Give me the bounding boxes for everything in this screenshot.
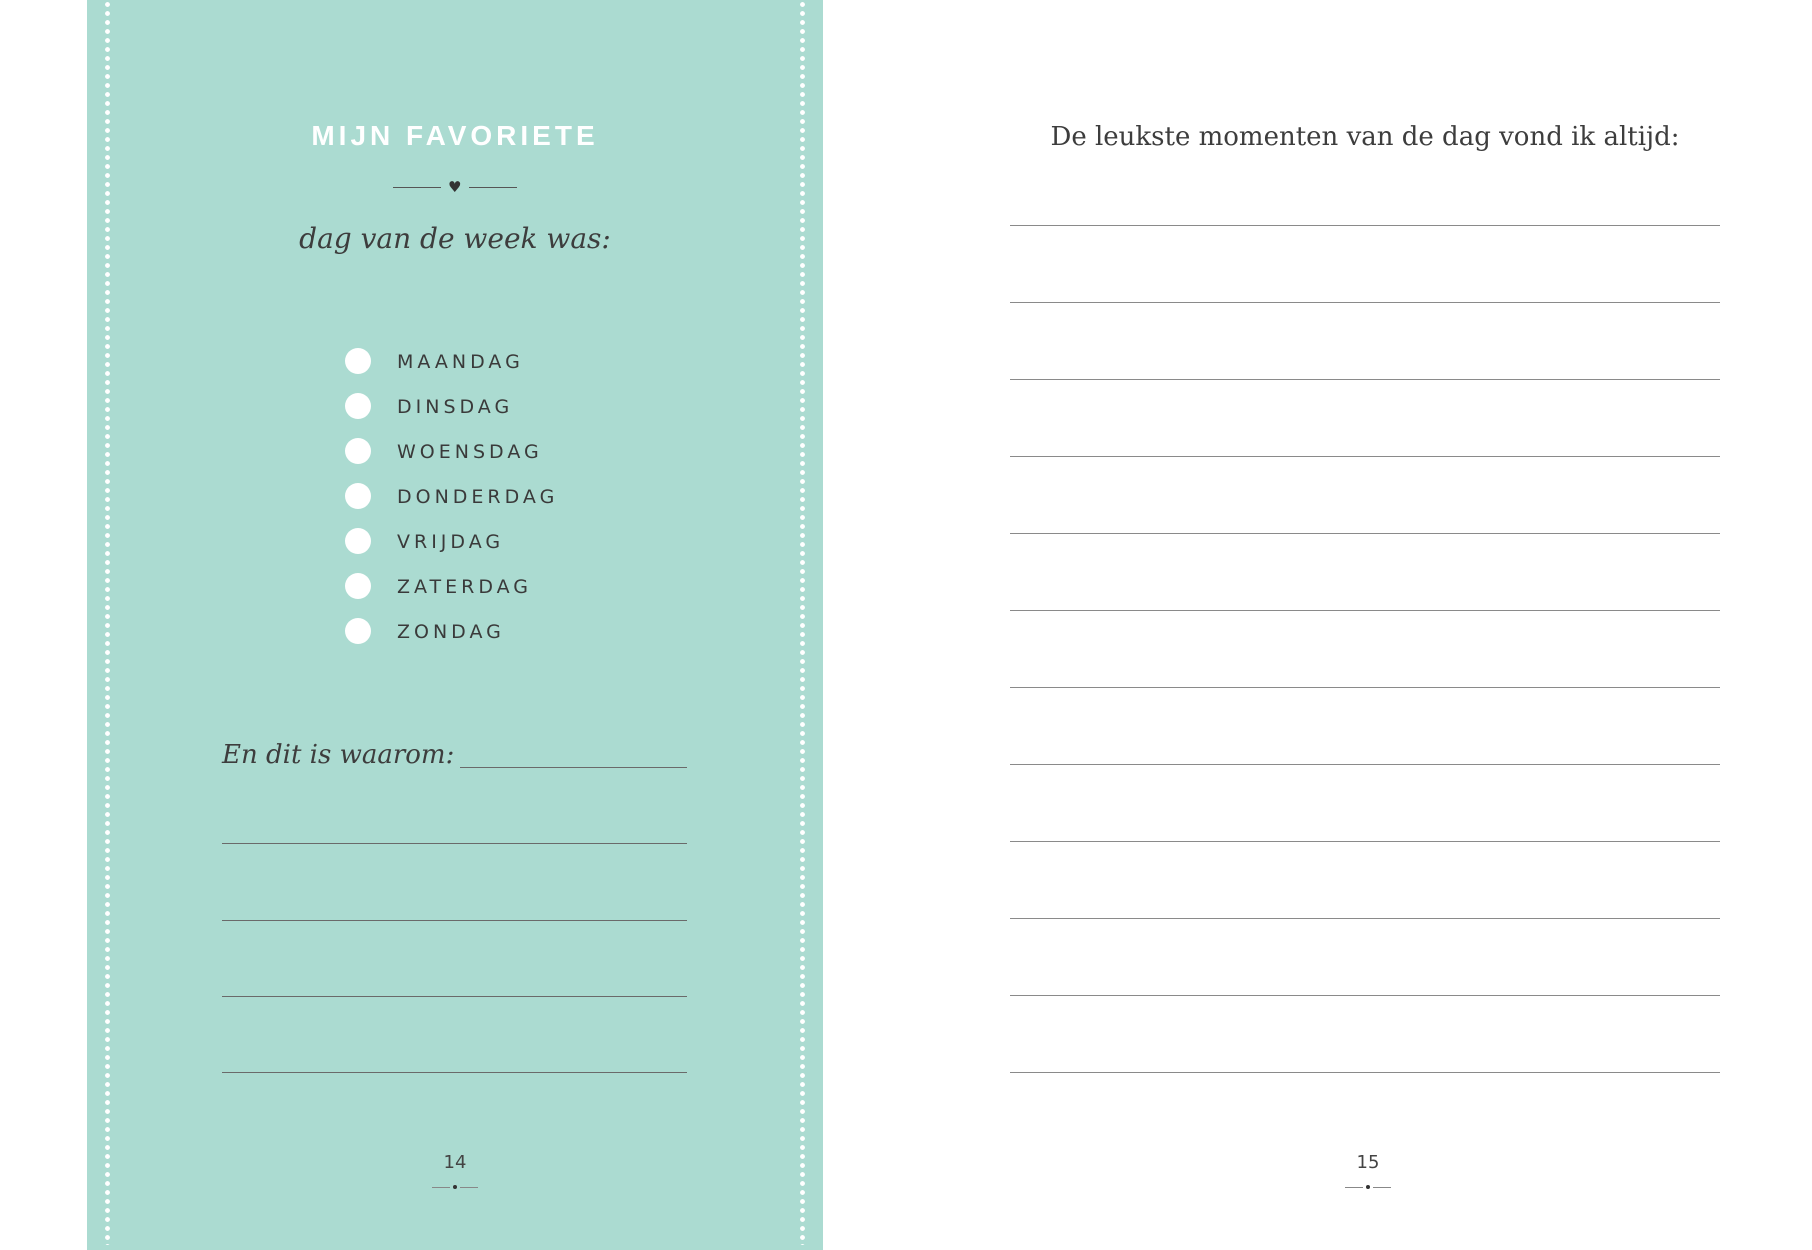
page-title: MIJN FAVORIETE <box>311 120 599 151</box>
moments-write-line[interactable] <box>1010 918 1720 919</box>
dotted-border-left <box>105 0 110 1245</box>
dotted-border-right <box>800 0 805 1245</box>
moments-write-line[interactable] <box>1010 610 1720 611</box>
page-number-left: 14 <box>443 1152 467 1173</box>
moments-write-line[interactable] <box>1010 1072 1720 1073</box>
day-label: DONDERDAG <box>397 486 559 508</box>
radio-circle-icon[interactable] <box>345 348 371 374</box>
moments-write-line[interactable] <box>1010 456 1720 457</box>
page-number-ornament <box>432 1185 478 1191</box>
moments-write-line[interactable] <box>1010 995 1720 996</box>
radio-circle-icon[interactable] <box>345 618 371 644</box>
day-label: MAANDAG <box>397 351 524 373</box>
day-label: DINSDAG <box>397 396 514 418</box>
page-number-right: 15 <box>1356 1152 1380 1173</box>
moments-write-line[interactable] <box>1010 841 1720 842</box>
reason-label: En dit is waarom: <box>222 740 455 770</box>
radio-circle-icon[interactable] <box>345 573 371 599</box>
heart-icon: ♥ <box>448 178 462 196</box>
moments-write-line[interactable] <box>1010 302 1720 303</box>
moments-write-line[interactable] <box>1010 379 1720 380</box>
right-page-title: De leukste momenten van de dag vond ik altijd: <box>1050 122 1680 152</box>
reason-write-line[interactable] <box>222 1072 687 1073</box>
page-subtitle: dag van de week was: <box>299 222 611 255</box>
day-label: VRIJDAG <box>397 531 505 553</box>
radio-circle-icon[interactable] <box>345 528 371 554</box>
radio-circle-icon[interactable] <box>345 438 371 464</box>
title-ornament <box>393 178 517 198</box>
page-number-ornament <box>1345 1185 1391 1191</box>
moments-write-line[interactable] <box>1010 225 1720 226</box>
radio-circle-icon[interactable] <box>345 483 371 509</box>
day-label: ZONDAG <box>397 621 505 643</box>
reason-write-line[interactable] <box>222 996 687 997</box>
radio-circle-icon[interactable] <box>345 393 371 419</box>
left-page <box>87 0 823 1250</box>
reason-write-line[interactable] <box>222 843 687 844</box>
day-label: ZATERDAG <box>397 576 533 598</box>
moments-write-line[interactable] <box>1010 764 1720 765</box>
moments-write-line[interactable] <box>1010 533 1720 534</box>
reason-write-line[interactable] <box>222 920 687 921</box>
day-label: WOENSDAG <box>397 441 543 463</box>
moments-write-line[interactable] <box>1010 687 1720 688</box>
reason-write-line[interactable] <box>460 767 687 768</box>
